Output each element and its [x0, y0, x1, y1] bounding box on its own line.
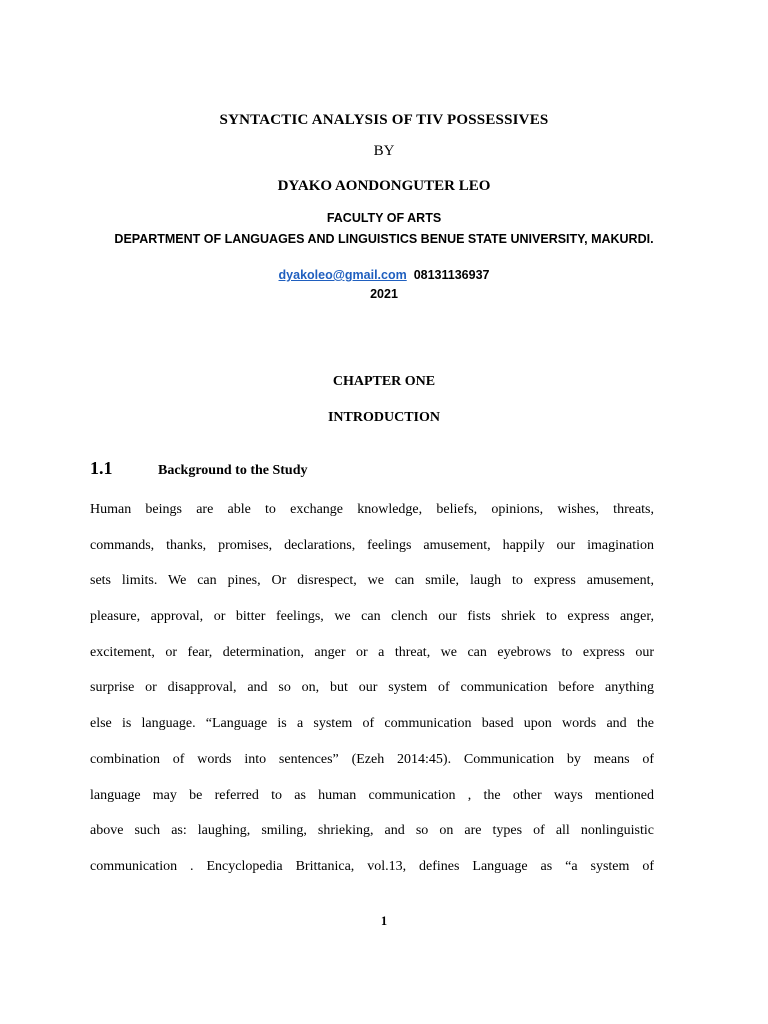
- paragraph-line: Human beings are able to exchange knowledge, beliefs, opinions, wishes, threats,: [90, 502, 654, 517]
- department-name: DEPARTMENT OF LANGUAGES AND LINGUISTICS BENUE STATE UNIVERSITY, MAKURDI.: [114, 232, 654, 246]
- body-paragraph: [90, 500, 654, 893]
- paragraph-line: above such as: laughing, smiling, shrieking, and so on are types of all nonlinguistic: [90, 823, 654, 839]
- paragraph-line: surprise or disapproval, and so on, but our system of communication before anything: [90, 680, 654, 696]
- paragraph-line: pleasure, approval, or bitter feelings, we can clench our fists shriek to express anger,: [90, 609, 654, 625]
- paragraph-line: excitement, or fear, determination, anger or a threat, we can eyebrows to express our: [90, 644, 654, 660]
- by-line: BY: [373, 143, 395, 159]
- paragraph-line: language may be referred to as human communication , the other ways mentioned: [90, 787, 654, 803]
- paragraph-line: else is language. “Language is a system of communication based upon words and the: [90, 716, 654, 732]
- section-number: 1.1: [90, 458, 113, 478]
- chapter-label: CHAPTER ONE: [332, 374, 436, 389]
- section-heading: [90, 458, 308, 479]
- paragraph-line: commands, thanks, promises, declarations, feelings amusement, happily our imagination: [90, 537, 654, 553]
- phone-number: 08131136937: [413, 268, 490, 282]
- author-name: DYAKO AONDONGUTER LEO: [277, 178, 491, 194]
- email-link[interactable]: dyakoleo@gmail.com: [278, 268, 407, 282]
- paragraph-line: sets limits. We can pines, Or disrespect, we can smile, laugh to express amusement,: [90, 573, 654, 589]
- contact-line: [0, 268, 768, 282]
- page-number: 1: [380, 914, 388, 928]
- faculty-name: FACULTY OF ARTS: [326, 211, 442, 225]
- paragraph-line: combination of words into sentences” (Ezeh 2014:45). Communication by means of: [90, 751, 654, 767]
- chapter-title: INTRODUCTION: [327, 410, 440, 425]
- paragraph-line: communication . Encyclopedia Brittanica, vol.13, defines Language as “a system of: [90, 858, 654, 874]
- year: 2021: [370, 287, 398, 301]
- section-title: Background to the Study: [158, 463, 308, 478]
- document-title: SYNTACTIC ANALYSIS OF TIV POSSESSIVES: [219, 112, 549, 128]
